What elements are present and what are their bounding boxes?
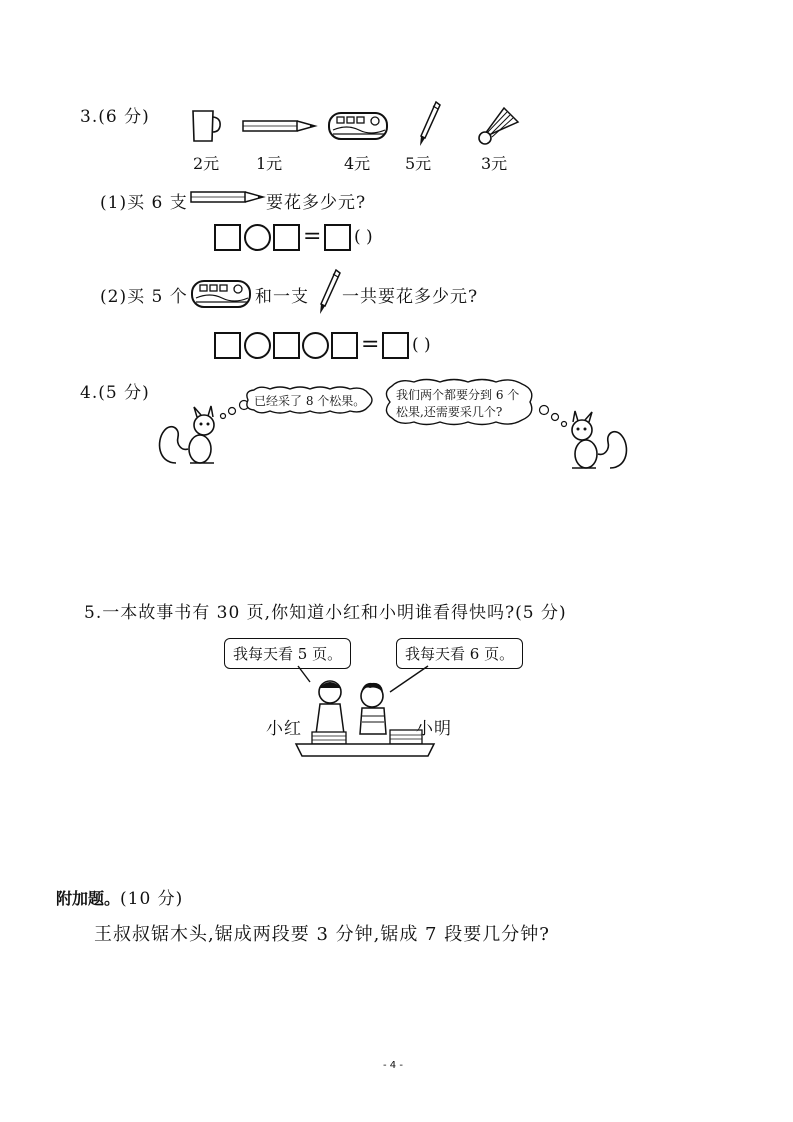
name-label-left: 小红: [266, 719, 302, 739]
cup-icon: [190, 108, 222, 144]
q3-header: 3.(6 分): [80, 107, 150, 127]
answer-box[interactable]: [273, 332, 300, 359]
pencil-icon: [242, 119, 318, 133]
answer-box[interactable]: [214, 224, 241, 251]
q3-sub2-prefix: (2)买 5 个: [100, 287, 188, 307]
price-pen: 5元: [405, 154, 432, 173]
bonus-header: [56, 884, 183, 909]
operator-circle[interactable]: [244, 224, 271, 251]
q3-sub2-mid: 和一支: [255, 287, 309, 307]
pen-icon: [316, 268, 342, 316]
price-pencil-case: 4元: [344, 154, 371, 173]
bonus-title: 附加题。: [56, 889, 121, 908]
equals-sign: =: [361, 332, 380, 357]
bonus-question: 王叔叔锯木头,锯成两段要 3 分钟,锯成 7 段要几分钟?: [94, 924, 550, 945]
bubble-right-line1: 我们两个都要分到 6 个: [396, 388, 520, 402]
speech-bubble-right: 我每天看 6 页。: [396, 638, 523, 669]
answer-box[interactable]: [273, 224, 300, 251]
q5-header: 5.一本故事书有 30 页,你知道小红和小明谁看得快吗?(5 分): [84, 603, 567, 623]
q3-sub1-suffix: 要花多少元?: [266, 193, 367, 213]
q4-header: 4.(5 分): [80, 383, 150, 403]
bubble-left-text: 已经采了 8 个松果。: [254, 394, 366, 408]
operator-circle[interactable]: [302, 332, 329, 359]
price-shuttlecock: 3元: [481, 154, 508, 173]
pencil-case-icon: [190, 278, 252, 310]
children-reading-illustration: [290, 664, 440, 760]
speech-bubble-left: 我每天看 5 页。: [224, 638, 351, 669]
squirrel-icon: [562, 410, 630, 472]
squirrel-icon: [156, 405, 224, 467]
pencil-icon: [190, 190, 266, 204]
name-label-right: 小明: [416, 719, 452, 739]
q3-sub1-prefix: (1)买 6 支: [100, 193, 188, 213]
equals-sign: =: [303, 224, 322, 249]
answer-box[interactable]: [331, 332, 358, 359]
bubble-right-line2: 松果,还需要采几个?: [396, 405, 503, 419]
q3-sub2-suffix: 一共要花多少元?: [342, 287, 479, 307]
shuttlecock-icon: [476, 104, 522, 146]
page-number: - 4 -: [383, 1060, 403, 1071]
bonus-score: (10 分): [120, 889, 184, 909]
unit-paren[interactable]: ( ): [354, 227, 373, 247]
price-pencil: 1元: [256, 154, 283, 173]
answer-box[interactable]: [324, 224, 351, 251]
operator-circle[interactable]: [244, 332, 271, 359]
answer-box[interactable]: [214, 332, 241, 359]
answer-box[interactable]: [382, 332, 409, 359]
price-cup: 2元: [193, 154, 220, 173]
pen-icon: [416, 100, 442, 148]
pencil-case-icon: [327, 110, 389, 142]
unit-paren[interactable]: ( ): [412, 335, 431, 355]
